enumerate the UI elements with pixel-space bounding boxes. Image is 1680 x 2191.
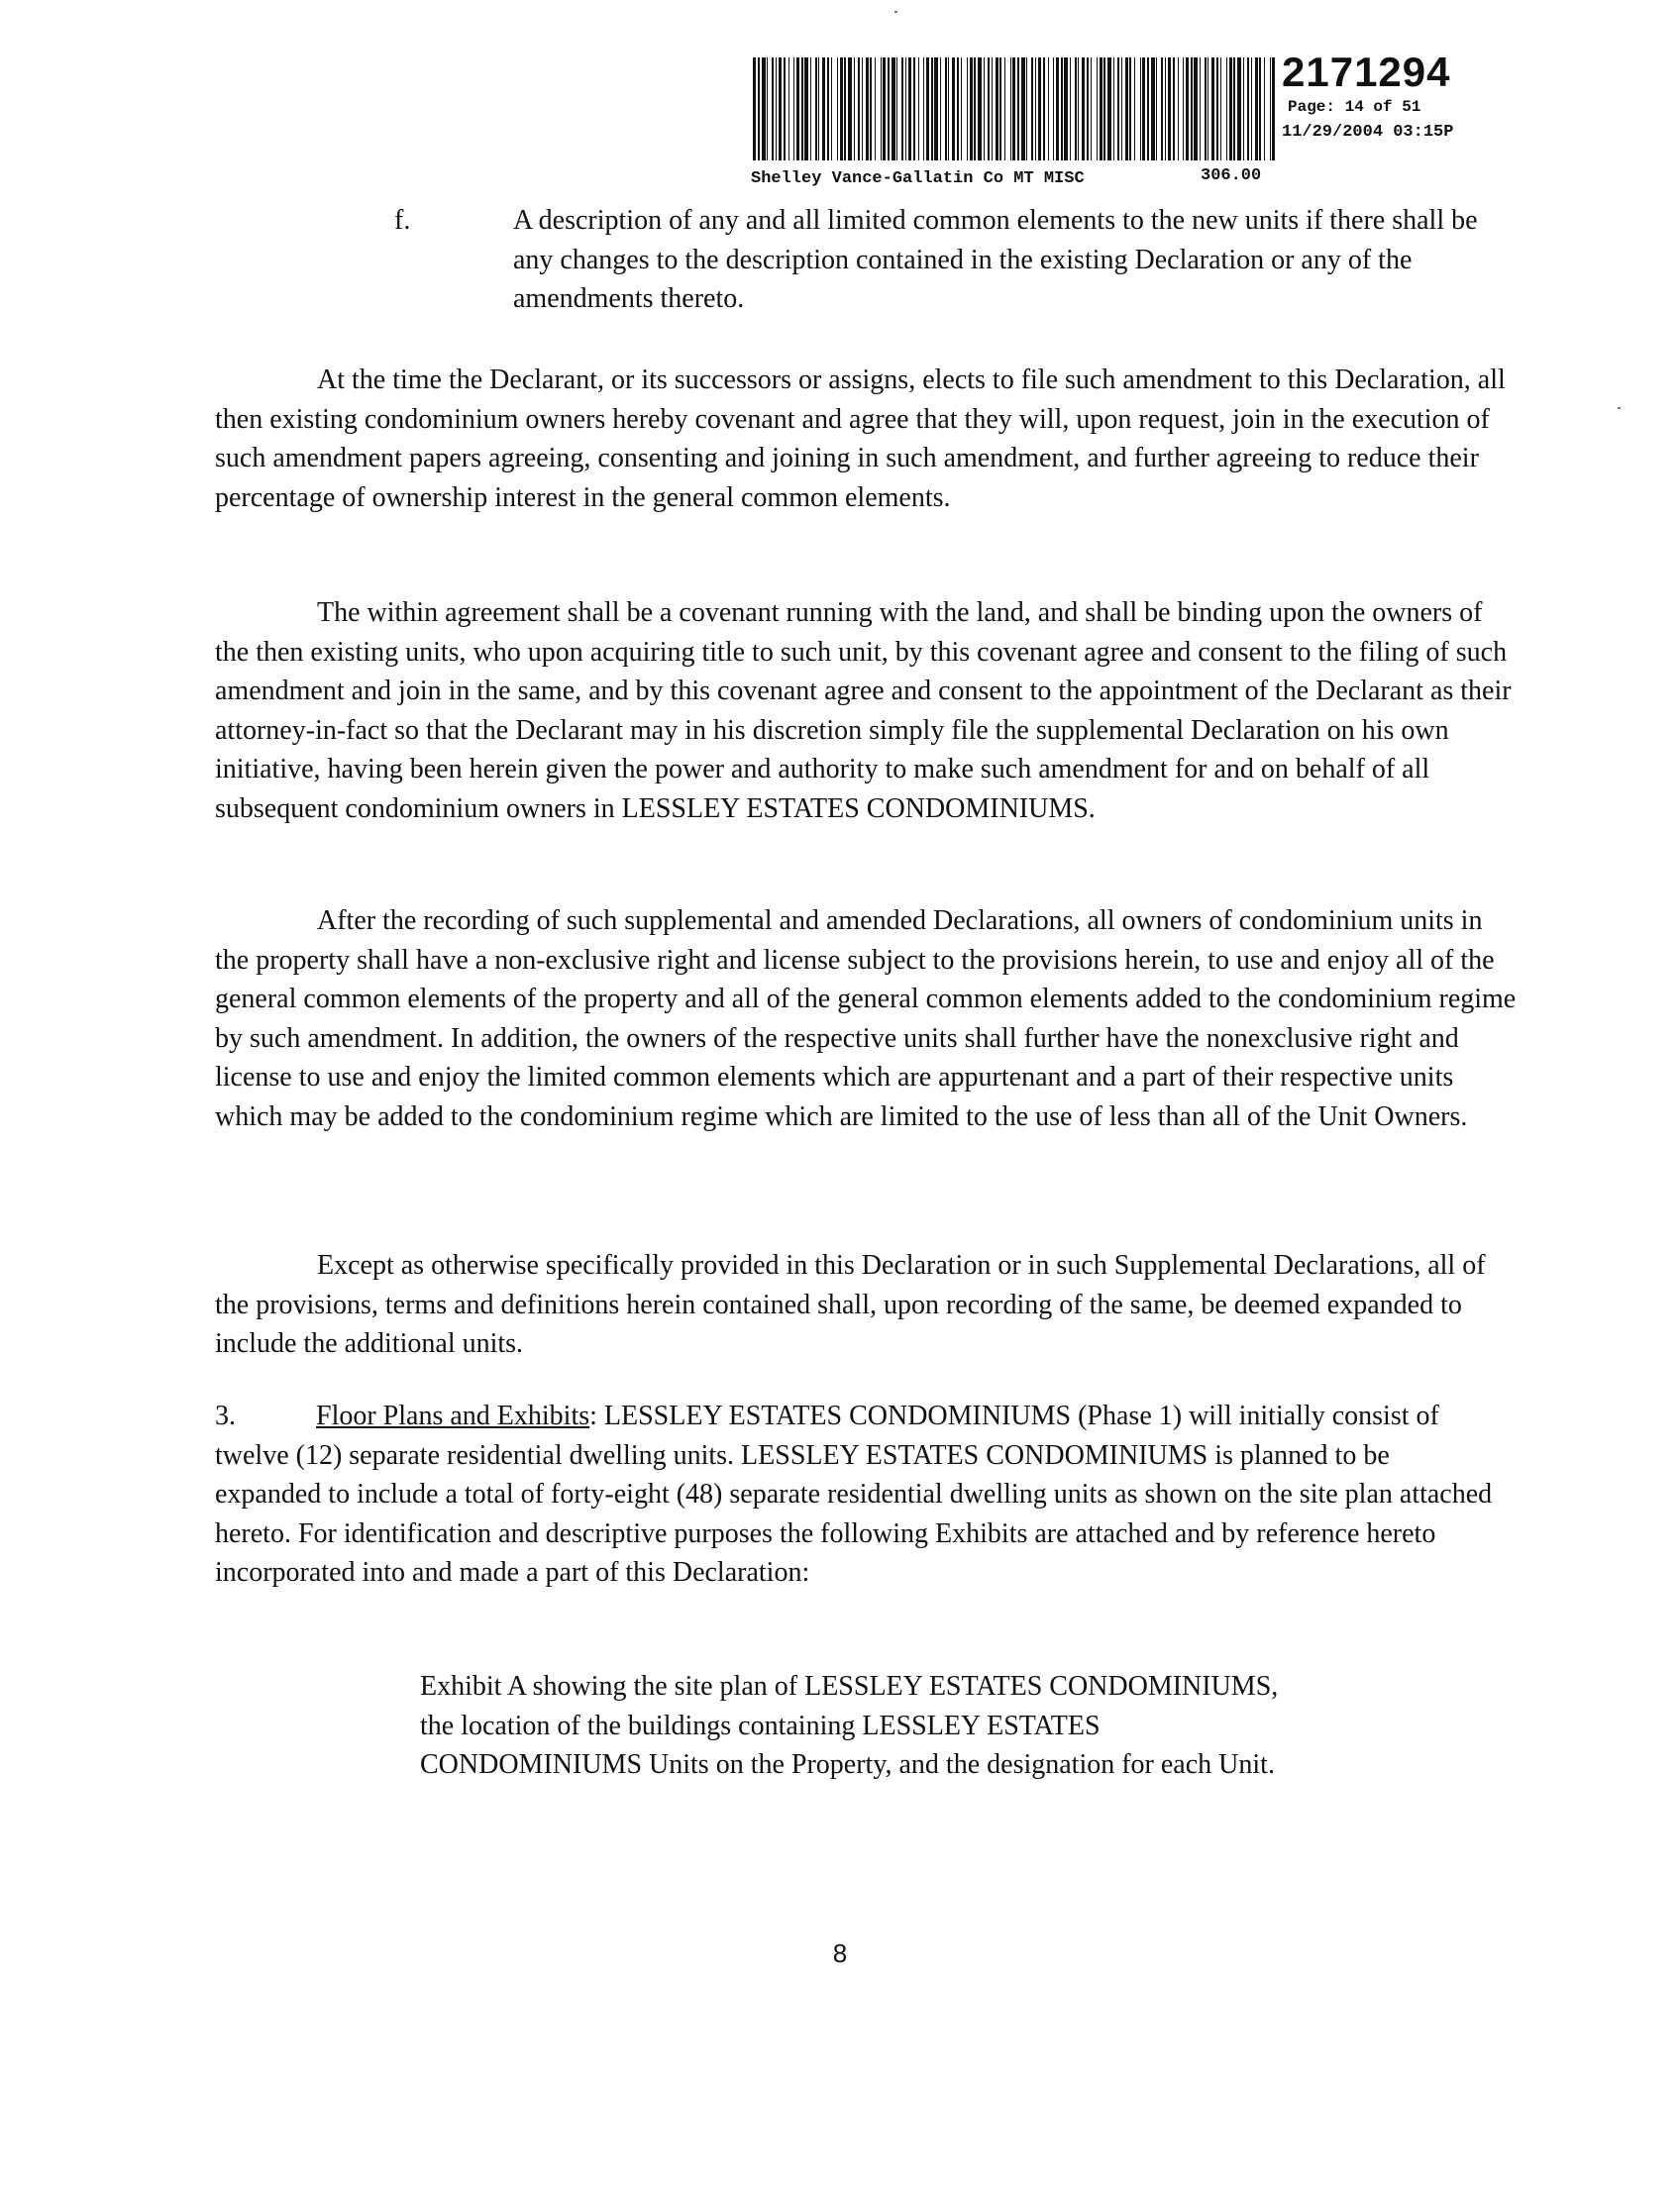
barcode-bar [758,57,760,160]
barcode-bar [1272,57,1275,160]
recording-datetime: 11/29/2004 03:15P [1282,123,1454,142]
barcode-bar [1165,57,1166,160]
barcode-bar [1056,57,1059,160]
scan-speck [894,11,897,13]
barcode-bar [767,57,768,160]
barcode-bar [862,57,863,160]
section-title-colon: : [589,1401,597,1431]
barcode-bar [827,57,829,160]
barcode-bar [892,57,895,160]
barcode-bar [901,57,903,160]
barcode-bar [1087,57,1089,160]
barcode-bar [1247,57,1249,160]
barcode-bar [905,57,906,160]
barcode-bar [1173,57,1175,160]
barcode-bar [913,57,915,160]
barcode-bar [978,57,982,160]
barcode-bar [1229,57,1232,160]
barcode-bar [815,57,817,160]
list-marker: f. [394,205,411,236]
barcode-bar [1117,57,1119,160]
barcode-bar [970,57,973,160]
barcode-bar [788,57,789,160]
clerk-line: Shelley Vance-Gallatin Co MT MISC [751,169,1085,188]
barcode-bar [1035,57,1036,160]
barcode-bar [776,57,777,160]
barcode-bar [1191,57,1193,160]
barcode-bar [801,57,803,160]
barcode-bar [840,57,843,160]
barcode-bar [1125,57,1128,160]
barcode-bar [881,57,882,160]
barcode-bar [918,57,919,160]
barcode-bar [1048,57,1049,160]
barcode-bar [957,57,959,160]
barcode-bar [1178,57,1179,160]
section-3 [215,1397,1493,1593]
barcode-bar [822,57,825,160]
barcode-bar [1064,57,1068,160]
barcode-bar [952,57,955,160]
barcode-bar [988,57,990,160]
barcode-bar [996,57,998,160]
barcode-bar [848,57,852,160]
barcode-bar [1168,57,1171,160]
barcode-bar [908,57,911,160]
barcode-bar [1021,57,1025,160]
barcode-bar [1194,57,1198,160]
barcode-bar [1078,57,1079,160]
barcode-bar [1100,57,1102,160]
barcode-bar [1129,57,1131,160]
barcode-bar [1140,57,1141,160]
barcode-bar [1251,57,1252,160]
barcode-bar [1161,57,1163,160]
barcode-bar [1097,57,1098,160]
barcode-bar [1012,57,1015,160]
barcode-bar [1216,57,1218,160]
barcode-bar [1243,57,1244,160]
barcode-bar [1053,57,1054,160]
page-number: 8 [832,1938,848,1968]
barcode-bar [762,57,766,160]
barcode-bar [1237,57,1241,160]
barcode-bar [1151,57,1155,160]
barcode-bar [844,57,846,160]
barcode-bar [875,57,876,160]
barcode-bar [940,57,941,160]
barcode-bar [1107,57,1111,160]
barcode-bar [772,57,774,160]
barcode-bar [934,57,938,160]
page-info: Page: 14 of 51 [1288,98,1421,116]
barcode-bar [793,57,794,160]
section-number: 3. [215,1401,236,1431]
barcode-bar [1259,57,1261,160]
barcode-bar [1270,57,1271,160]
barcode-bar [1038,57,1041,160]
barcode-bar [1031,57,1033,160]
barcode-bar [999,57,1001,160]
barcode-bar [870,57,872,160]
barcode-bar [1264,57,1265,160]
barcode-bar [1121,57,1122,160]
barcode-bar [1103,57,1105,160]
paragraph: At the time the Declarant, or its successors or assigns, elects to file such amendment to this Declaration, all then existing condominium owners hereby covenant and agree that they will, upon request, join in the execution of such amendment papers agreeing, consenting and joining in such amendment, and further agreeing to reduce their percentage of ownership interest in the general common elements. [215,365,1506,513]
barcode-bar [948,57,949,160]
barcode-bar [837,57,838,160]
barcode-bar [796,57,799,160]
barcode-bar [804,57,808,160]
barcode-bar [992,57,993,160]
barcode-bar [1043,57,1045,160]
barcode-bar [1026,57,1027,160]
barcode-bar [1017,57,1019,160]
barcode-bar [1226,57,1227,160]
barcode-bar [1200,57,1201,160]
barcode-bar [974,57,976,160]
barcode-bar [1082,57,1085,160]
barcode-bar [1186,57,1189,160]
barcode-bar [883,57,886,160]
barcode-bar [1233,57,1235,160]
barcode-bar [923,57,924,160]
barcode-bar [1091,57,1092,160]
recording-fee: 306.00 [1201,166,1262,185]
barcode-bar [1142,57,1145,160]
barcode-bar [1220,57,1221,160]
barcode-bar [784,57,786,160]
exhibit-a-description: Exhibit A showing the site plan of LESSLEY ESTATES CONDOMINIUMS, the location of the buildings containing LESSLEY ESTATES CONDOMINIUMS Units on the Property, and the designation for each Unit. [420,1671,1279,1780]
barcode-bar [961,57,962,160]
barcode-bar [779,57,782,160]
barcode-bar [888,57,890,160]
barcode-bar [818,57,819,160]
barcode-graphic [753,57,1280,160]
barcode-bar [945,57,947,160]
barcode-bar [831,57,832,160]
barcode-bar [1004,57,1005,160]
barcode-bar [1061,57,1063,160]
barcode-bar [1183,57,1184,160]
barcode-bar [1070,57,1071,160]
barcode-bar [1205,57,1207,160]
barcode-bar [1075,57,1077,160]
list-item-text: A description of any and all limited common elements to the new units if there shall be any changes to the description contained in the existing Declaration or any of the amendments thereto. [513,205,1478,314]
document-number: 2171294 [1282,49,1451,95]
barcode-bar [854,57,855,160]
barcode-bar [1010,57,1011,160]
paragraph: The within agreement shall be a covenant running with the land, and shall be binding upon the owners of the then existing units, who upon acquiring title to such unit, by this covenant agree and consent to the filing of such amendment and join in the same, and by this covenant agree and consent to the appointment of the Declarant as their attorney-in-fact so that the Declarant may in his discretion simply file the supplemental Declaration on his own initiative, having been herein given the power and authority to make such amendment for and on behalf of all subsequent condominium owners in LESSLEY ESTATES CONDOMINIUMS. [215,597,1512,824]
barcode-bar [1134,57,1135,160]
paragraph: After the recording of such supplemental and amended Declarations, all owners of condominium units in the property shall have a non-exclusive right and license subject to the provisions herein, to use and enjoy all of the general common elements of the property and all of the general common elements added to the condominium regime by such amendment. In addition, the owners of the respective units shall further have the nonexclusive right and license to use and enjoy the limited common elements which are appurtenant and a part of their respective units which may be added to the condominium regime which are limited to the use of less than all of the Unit Owners. [215,905,1517,1132]
recording-stamp [713,49,1466,196]
paragraph: Except as otherwise specifically provided in this Declaration or in such Supplemental Declarations, all of the provisions, terms and definitions herein contained shall, upon recording of the same, be deemed expanded to include the additional units. [215,1250,1486,1359]
barcode-bar [896,57,897,160]
section-text: LESSLEY ESTATES CONDOMINIUMS (Phase 1) will initially consist of twelve (12) separate residential dwelling units. LESSLEY ESTATES CONDOMINIUMS is planned to be expanded to include a total of forty-eight (48) separate residential dwelling units as shown on the site plan attached hereto. For identification and descriptive purposes the following Exhibits are attached and by reference hereto incorporated into and made a part of this Declaration: [215,1401,1493,1588]
barcode-bar [810,57,811,160]
section-title: Floor Plans and Exhibits [316,1401,590,1431]
barcode-bar [926,57,929,160]
scan-speck [1618,407,1621,409]
barcode-bar [967,57,968,160]
barcode-bar [931,57,933,160]
barcode-bar [753,57,756,160]
barcode-bar [858,57,860,160]
barcode-bar [1255,57,1258,160]
barcode-bar [1113,57,1114,160]
barcode-bar [866,57,869,160]
barcode-bar [984,57,985,160]
barcode-bar [1156,57,1157,160]
barcode-bar [1211,57,1214,160]
barcode-bar [1147,57,1149,160]
